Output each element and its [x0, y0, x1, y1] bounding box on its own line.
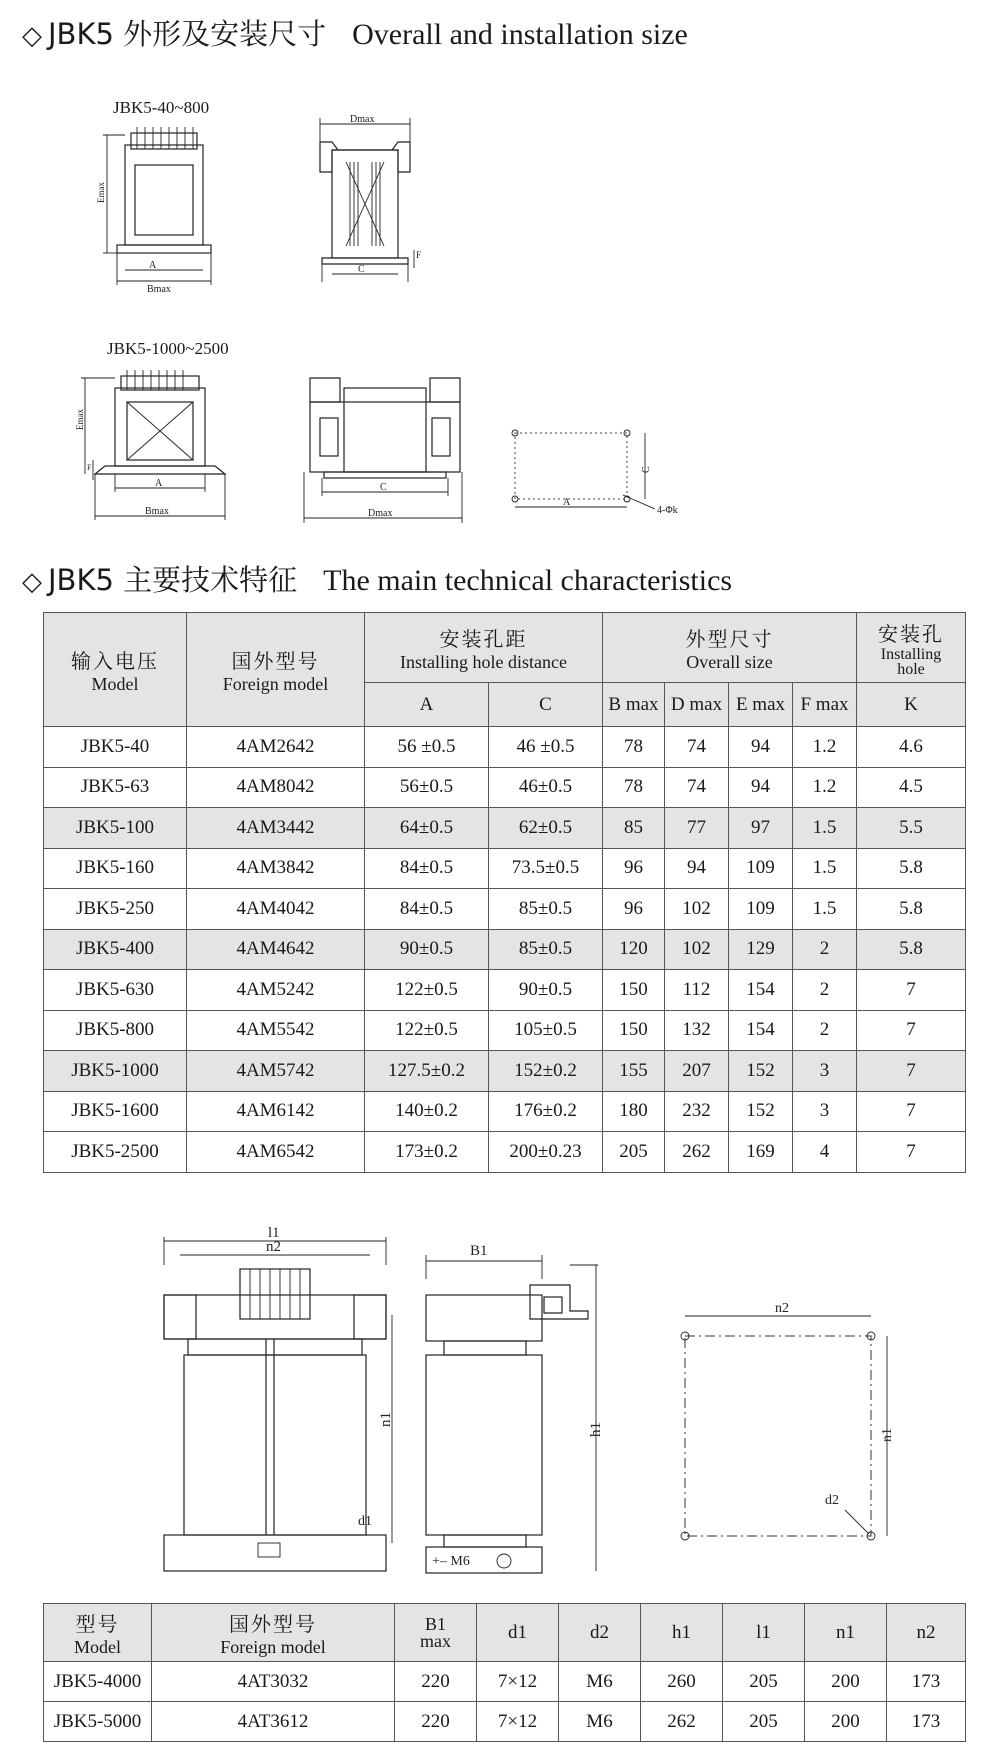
title-en: The main technical characteristics: [323, 564, 733, 597]
table-cell: 85±0.5: [489, 889, 603, 930]
table-cell: 74: [665, 727, 729, 768]
n2-label: n2: [266, 1239, 281, 1255]
table-cell: 4.5: [857, 767, 966, 808]
table-cell: 85: [603, 808, 665, 849]
table-cell: 4AM8042: [187, 767, 365, 808]
table-cell: 129: [729, 929, 793, 970]
t2-header-n1: n1: [805, 1604, 887, 1662]
table-cell: 200: [805, 1662, 887, 1702]
table-cell: 62±0.5: [489, 808, 603, 849]
diamond-icon: ◇: [22, 567, 42, 597]
table-cell: 122±0.5: [365, 1010, 489, 1051]
table-cell: 84±0.5: [365, 848, 489, 889]
table-cell: 176±0.2: [489, 1091, 603, 1132]
table-cell: 109: [729, 848, 793, 889]
table-cell: 5.8: [857, 848, 966, 889]
drawing-c-hole-pattern: [665, 1300, 925, 1560]
header-fmax: F max: [793, 683, 857, 727]
table-cell: 154: [729, 970, 793, 1011]
l1-label: l1: [268, 1225, 280, 1241]
table-cell: 3: [793, 1091, 857, 1132]
drawing-c-side-view: [420, 1235, 630, 1575]
table-cell: 7: [857, 1051, 966, 1092]
title-en: Overall and installation size: [352, 18, 688, 51]
table-cell: 4AT3612: [152, 1702, 395, 1742]
table-cell: 152: [729, 1091, 793, 1132]
table-row: [44, 727, 966, 768]
table-cell: 7: [857, 1132, 966, 1173]
table-cell: 1.2: [793, 767, 857, 808]
header-bmax: B max: [603, 683, 665, 727]
table-cell: 2: [793, 970, 857, 1011]
table-cell: 4AM5542: [187, 1010, 365, 1051]
table-row: [44, 1091, 966, 1132]
table-cell: 150: [603, 970, 665, 1011]
header-installing-hole: 安装孔距 Installing hole distance: [365, 613, 603, 683]
table-cell: 4: [793, 1132, 857, 1173]
table-cell: 152±0.2: [489, 1051, 603, 1092]
table-cell: 260: [641, 1662, 723, 1702]
table-cell: 56±0.5: [365, 767, 489, 808]
table-cell: 77: [665, 808, 729, 849]
t2-header-l1: l1: [723, 1604, 805, 1662]
n1-label: n1: [378, 1412, 394, 1427]
diamond-icon: ◇: [22, 21, 42, 51]
table-cell: 122±0.5: [365, 970, 489, 1011]
table-cell: 96: [603, 848, 665, 889]
drawing-c-front-view: [150, 1225, 410, 1575]
table-cell: 4AM5742: [187, 1051, 365, 1092]
table-cell: 109: [729, 889, 793, 930]
c2-label: C: [641, 466, 652, 473]
table-cell: 205: [723, 1662, 805, 1702]
table-cell: JBK5-4000: [44, 1662, 152, 1702]
table-cell: 94: [729, 727, 793, 768]
table-cell: 155: [603, 1051, 665, 1092]
table-cell: 102: [665, 889, 729, 930]
table-cell: 4AM6542: [187, 1132, 365, 1173]
table-cell: 7: [857, 1010, 966, 1051]
t2-header-foreign: 国外型号 Foreign model: [152, 1604, 395, 1662]
table-cell: 4AM6142: [187, 1091, 365, 1132]
table-cell: 3: [793, 1051, 857, 1092]
table-cell: M6: [559, 1662, 641, 1702]
table-cell: 84±0.5: [365, 889, 489, 930]
drawing-b-side-view: [300, 368, 470, 528]
header-dmax: D max: [665, 683, 729, 727]
table-cell: JBK5-63: [44, 767, 187, 808]
section-title-dimensions: [22, 12, 688, 53]
header-c: C: [489, 683, 603, 727]
t2-header-h1: h1: [641, 1604, 723, 1662]
table-cell: 74: [665, 767, 729, 808]
table-row: [44, 767, 966, 808]
table-cell: 1.5: [793, 889, 857, 930]
table-cell: JBK5-400: [44, 929, 187, 970]
drawing-a-side-view: [310, 110, 440, 295]
t2-header-n2: n2: [887, 1604, 966, 1662]
t2-header-d1: d1: [477, 1604, 559, 1662]
section-title-characteristics: [22, 558, 732, 599]
table-cell: 85±0.5: [489, 929, 603, 970]
c-label-a: C: [358, 264, 365, 275]
drawing-a-label: JBK5-40~800: [113, 98, 210, 117]
table-cell: 7: [857, 1091, 966, 1132]
t2-header-model: 型号 Model: [44, 1604, 152, 1662]
hole-label: 4-Φk: [657, 505, 678, 516]
drawing-b-label: JBK5-1000~2500: [107, 339, 229, 358]
table-cell: 5.8: [857, 889, 966, 930]
table-cell: 105±0.5: [489, 1010, 603, 1051]
table-cell: 4.6: [857, 727, 966, 768]
table-cell: 140±0.2: [365, 1091, 489, 1132]
table-row: [44, 970, 966, 1011]
table-cell: 152: [729, 1051, 793, 1092]
table-cell: JBK5-1600: [44, 1091, 187, 1132]
table-row: [44, 929, 966, 970]
table-cell: 200: [805, 1702, 887, 1742]
table-cell: 64±0.5: [365, 808, 489, 849]
table-row: [44, 889, 966, 930]
table-cell: 78: [603, 727, 665, 768]
header-hole: 安装孔 Installing hole: [857, 613, 966, 683]
header-foreign-model: 国外型号 Foreign model: [187, 613, 365, 727]
table-cell: 5.5: [857, 808, 966, 849]
table-cell: JBK5-160: [44, 848, 187, 889]
table-cell: 102: [665, 929, 729, 970]
table-cell: 73.5±0.5: [489, 848, 603, 889]
d1-label: d1: [358, 1514, 372, 1529]
header-overall-size: 外型尺寸 Overall size: [603, 613, 857, 683]
f-label-a: F: [416, 250, 422, 260]
table-cell: 180: [603, 1091, 665, 1132]
c-label-b: C: [380, 482, 387, 493]
table-cell: 46±0.5: [489, 767, 603, 808]
table-cell: 150: [603, 1010, 665, 1051]
drawing-b-hole-pattern: [505, 425, 705, 525]
dmax-label-b: Dmax: [368, 508, 393, 519]
table-cell: 127.5±0.2: [365, 1051, 489, 1092]
bmax-label-b: Bmax: [145, 506, 169, 517]
table-cell: 7: [857, 970, 966, 1011]
table-row: [44, 1010, 966, 1051]
drawing-a-front-view: [95, 125, 245, 305]
table-cell: JBK5-250: [44, 889, 187, 930]
table-cell: 132: [665, 1010, 729, 1051]
table-cell: JBK5-1000: [44, 1051, 187, 1092]
table-row: [44, 808, 966, 849]
table-cell: 2: [793, 929, 857, 970]
table-cell: 200±0.23: [489, 1132, 603, 1173]
table-cell: 4AT3032: [152, 1662, 395, 1702]
title-zh: JBK5 主要技术特征: [48, 563, 298, 597]
a-label-a: A: [149, 260, 157, 271]
header-a: A: [365, 683, 489, 727]
table-cell: 262: [665, 1132, 729, 1173]
table-row: [44, 1132, 966, 1173]
table-cell: 232: [665, 1091, 729, 1132]
table-cell: 1.2: [793, 727, 857, 768]
table-cell: 207: [665, 1051, 729, 1092]
t2-header-b1: B1 max: [395, 1604, 477, 1662]
table-cell: 154: [729, 1010, 793, 1051]
table-cell: 1.5: [793, 848, 857, 889]
table-cell: 220: [395, 1662, 477, 1702]
table-cell: 220: [395, 1702, 477, 1742]
table-cell: 169: [729, 1132, 793, 1173]
table-row: [44, 1662, 966, 1702]
table-cell: 205: [603, 1132, 665, 1173]
d2-label: d2: [825, 1493, 839, 1508]
table-cell: 4AM2642: [187, 727, 365, 768]
title-zh: JBK5 外形及安装尺寸: [48, 17, 327, 51]
table-row: [44, 1051, 966, 1092]
table-cell: 94: [729, 767, 793, 808]
table-cell: 205: [723, 1702, 805, 1742]
drawing-b-front-view: [75, 368, 240, 528]
dmax-label-a: Dmax: [350, 114, 375, 125]
table-cell: JBK5-2500: [44, 1132, 187, 1173]
table-cell: JBK5-100: [44, 808, 187, 849]
table-cell: 4AM5242: [187, 970, 365, 1011]
table-cell: JBK5-5000: [44, 1702, 152, 1742]
table-cell: 2: [793, 1010, 857, 1051]
t2-header-d2: d2: [559, 1604, 641, 1662]
table-cell: 94: [665, 848, 729, 889]
table-cell: JBK5-40: [44, 727, 187, 768]
table-cell: 4AM4642: [187, 929, 365, 970]
table-cell: 78: [603, 767, 665, 808]
table-cell: 4AM4042: [187, 889, 365, 930]
table-cell: JBK5-800: [44, 1010, 187, 1051]
table-cell: 7×12: [477, 1662, 559, 1702]
table-cell: 262: [641, 1702, 723, 1742]
header-emax: E max: [729, 683, 793, 727]
table-cell: 4AM3442: [187, 808, 365, 849]
n2b-label: n2: [775, 1301, 789, 1316]
table-cell: 120: [603, 929, 665, 970]
table-cell: 90±0.5: [365, 929, 489, 970]
model-4000-5000-table: [43, 1603, 966, 1742]
table-cell: 97: [729, 808, 793, 849]
table-cell: 7×12: [477, 1702, 559, 1742]
table-cell: 173±0.2: [365, 1132, 489, 1173]
a-label-b: A: [155, 478, 163, 489]
header-model: 输入电压 Model: [44, 613, 187, 727]
emax-label-b: Emax: [75, 409, 85, 430]
ground-label: +– M6: [432, 1554, 470, 1569]
table-row: [44, 1702, 966, 1742]
table-cell: 96: [603, 889, 665, 930]
table-cell: 46 ±0.5: [489, 727, 603, 768]
table-cell: 5.8: [857, 929, 966, 970]
table-cell: JBK5-630: [44, 970, 187, 1011]
b1-label: B1: [470, 1243, 488, 1259]
table-cell: 4AM3842: [187, 848, 365, 889]
table-row: [44, 848, 966, 889]
table-cell: M6: [559, 1702, 641, 1742]
emax-label-a: Emax: [96, 182, 106, 203]
characteristics-table: [43, 612, 966, 1173]
f-label-b: F: [87, 463, 92, 472]
a2-label: A: [563, 497, 571, 508]
h1-label: h1: [588, 1422, 604, 1437]
bmax-label-a: Bmax: [147, 284, 171, 295]
table-cell: 173: [887, 1662, 966, 1702]
header-k: K: [857, 683, 966, 727]
table-cell: 90±0.5: [489, 970, 603, 1011]
n1b-label: n1: [880, 1428, 895, 1442]
table-cell: 112: [665, 970, 729, 1011]
table-cell: 173: [887, 1702, 966, 1742]
table-cell: 1.5: [793, 808, 857, 849]
table-cell: 56 ±0.5: [365, 727, 489, 768]
